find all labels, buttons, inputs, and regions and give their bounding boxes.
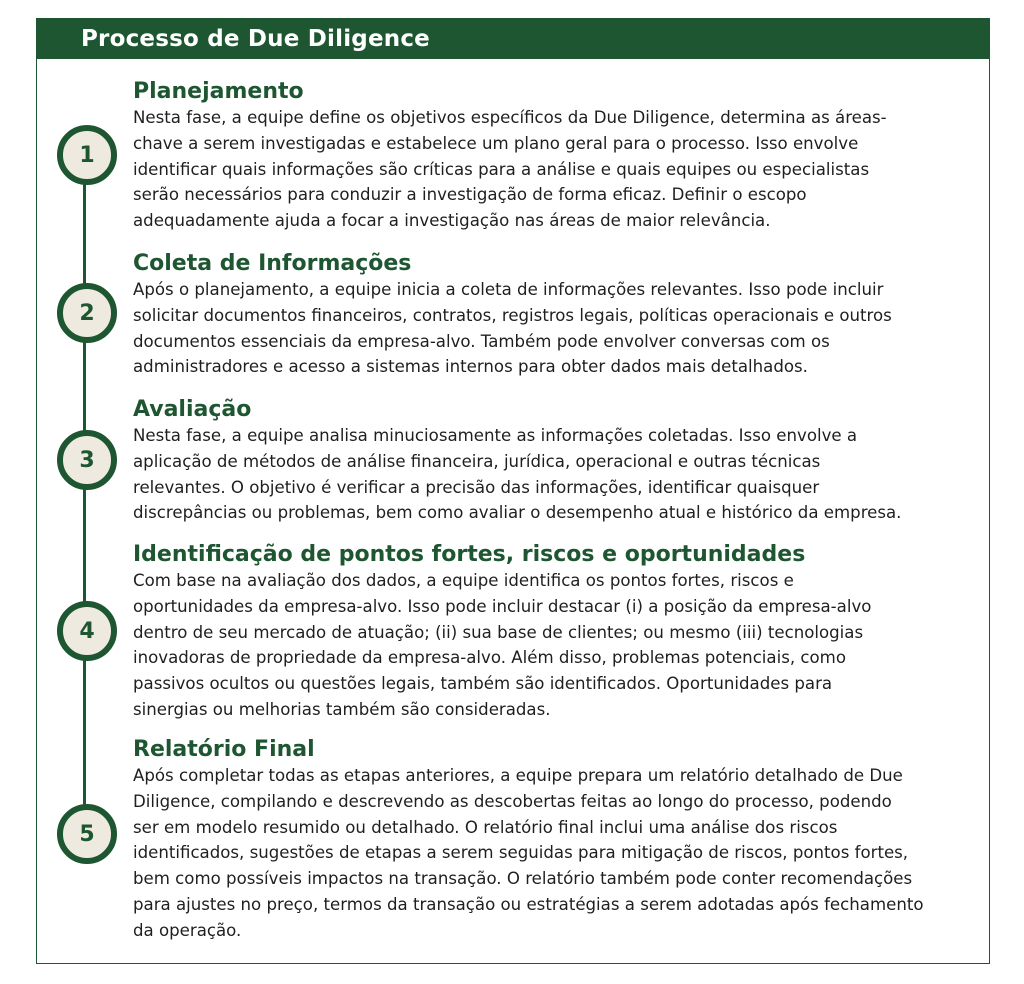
step-3-line: Nesta fase, a equipe analisa minuciosamente as informações coletadas. Isso envolve a: [133, 426, 858, 445]
header-bar: [37, 19, 989, 59]
step-1-number-circle: 1: [57, 125, 117, 185]
step-2-body: [133, 277, 963, 380]
step-5-line: Após completar todas as etapas anteriores, a equipe prepara um relatório detalhado de Due: [133, 766, 903, 785]
step-4: [133, 542, 963, 723]
step-2-line: Após o planejamento, a equipe inicia a coleta de informações relevantes. Isso pode incluir: [133, 280, 884, 299]
step-3-line: relevantes. O objetivo é verificar a precisão das informações, identificar quaisquer: [133, 477, 820, 497]
step-2-number-circle: 2: [57, 283, 117, 343]
step-3: [133, 397, 963, 526]
step-4-line: oportunidades da empresa-alvo. Isso pode incluir destacar (i) a posição da empresa-alvo: [133, 596, 872, 616]
page-title: Processo de Due Diligence: [81, 26, 430, 52]
step-5-line: ser em modelo resumido ou detalhado. O relatório final inclui uma análise dos riscos: [133, 817, 838, 837]
step-2-title: Coleta de Informações: [133, 251, 412, 276]
step-4-line: inovadoras de propriedade da empresa-alvo. Além disso, problemas potenciais, como: [133, 648, 846, 668]
step-1-line: adequadamente ajuda a focar a investigação nas áreas de maior relevância.: [133, 211, 771, 231]
step-3-line: discrepâncias ou problemas, bem como avaliar o desempenho atual e histórico da empresa.: [133, 503, 902, 523]
step-3-number-circle: 3: [57, 430, 117, 490]
timeline-line: [83, 155, 86, 840]
step-1-line: identificar quais informações são críticas para a análise e quais equipes ou especialistas: [133, 159, 870, 179]
step-5-line: identificados, sugestões de etapas a serem seguidas para mitigação de riscos, pontos fortes,: [133, 843, 909, 863]
step-4-number-circle: 4: [57, 601, 117, 661]
step-1-body: [133, 105, 963, 234]
step-5-number-circle: 5: [57, 804, 117, 864]
step-5-title: Relatório Final: [133, 737, 315, 762]
step-5-line: para ajustes no preço, termos da transação ou estratégias a serem adotadas após fechamento: [133, 894, 924, 914]
step-5: [133, 737, 963, 944]
step-5-line: da operação.: [133, 920, 242, 940]
step-1-line: serão necessários para conduzir a investigação de forma eficaz. Definir o escopo: [133, 185, 807, 205]
step-1: [133, 79, 963, 234]
step-4-line: dentro de seu mercado de atuação; (ii) sua base de clientes; ou mesmo (iii) tecnologias: [133, 622, 864, 642]
step-3-body: [133, 423, 963, 526]
due-diligence-card: [36, 18, 990, 964]
step-2-line: documentos essenciais da empresa-alvo. Também pode envolver conversas com os: [133, 331, 830, 351]
step-1-line: Nesta fase, a equipe define os objetivos específicos da Due Diligence, determina as áreas-: [133, 108, 887, 127]
step-3-title: Avaliação: [133, 397, 252, 422]
step-1-title: Planejamento: [133, 79, 304, 104]
step-1-line: chave a serem investigadas e estabelece um plano geral para o processo. Isso envolve: [133, 133, 859, 153]
step-5-line: Diligence, compilando e descrevendo as descobertas feitas ao longo do processo, podendo: [133, 791, 892, 811]
step-3-line: aplicação de métodos de análise financeira, jurídica, operacional e outras técnicas: [133, 451, 821, 471]
step-4-line: sinergias ou melhorias também são consideradas.: [133, 699, 551, 719]
step-5-line: bem como possíveis impactos na transação. O relatório também pode conter recomendações: [133, 869, 913, 889]
step-4-line: Com base na avaliação dos dados, a equipe identifica os pontos fortes, riscos e: [133, 571, 794, 590]
step-4-title: Identificação de pontos fortes, riscos e oportunidades: [133, 542, 806, 567]
step-4-line: passivos ocultos ou questões legais, também são identificados. Oportunidades para: [133, 674, 833, 694]
step-5-body: [133, 763, 963, 944]
step-2: [133, 251, 963, 380]
step-2-line: solicitar documentos financeiros, contratos, registros legais, políticas operacionais e outros: [133, 305, 892, 325]
step-4-body: [133, 568, 963, 723]
step-2-line: administradores e acesso a sistemas internos para obter dados mais detalhados.: [133, 357, 808, 377]
